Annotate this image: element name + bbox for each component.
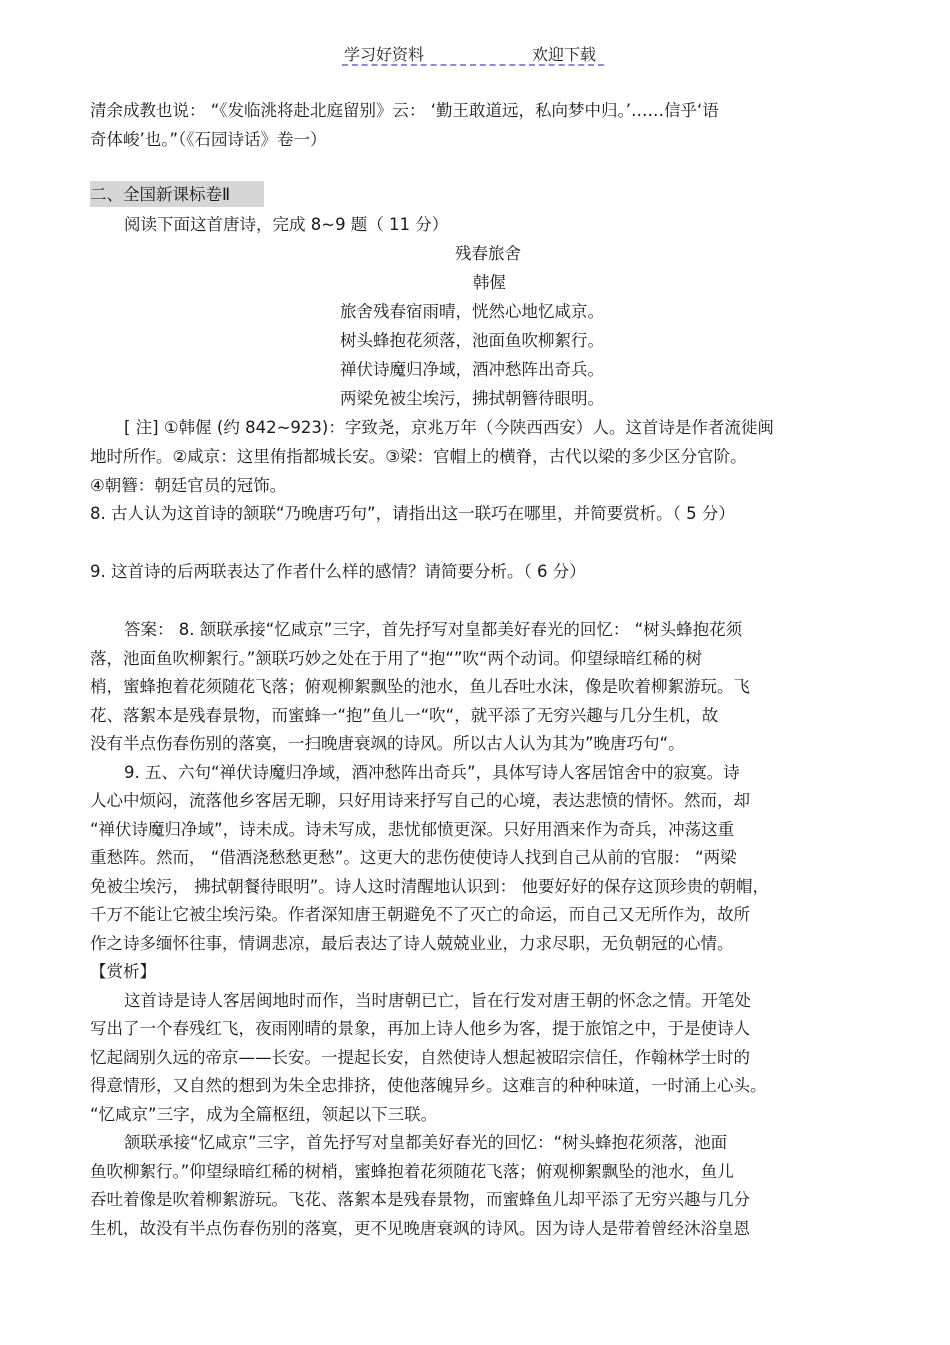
poem-line: 禅伏诗魔归净域，酒冲愁阵出奇兵。 — [340, 360, 604, 379]
text-line: 清余成教也说： “《发临洮将赴北庭留别》云： ‘勤王敢道远，私向梦中归。’……信乎‘语 — [90, 101, 719, 120]
answer-line: 答案： 8. 颔联承接“忆咸京”三字，首先抒写对皇都美好春光的回忆： “树头蜂抱花须 — [124, 620, 743, 639]
poem-author: 韩偓 — [473, 273, 506, 292]
note-line: 地时所作。②咸京：这里侑指都城长安。③梁：官帽上的横脊，古代以梁的多少区分官阶。 — [90, 447, 747, 466]
header-left-text: 学习好资料 — [344, 45, 425, 64]
appreciation-line: 写出了一个春残红飞，夜雨刚晴的景象，再加上诗人他乡为客，提于旅馆之中，于是使诗人 — [90, 1019, 750, 1038]
note-line: ④朝簪：朝廷官员的冠饰。 — [90, 476, 287, 495]
poem-line: 旅舍残春宿雨晴，恍然心地忆咸京。 — [340, 302, 604, 321]
text-line: 奇体峻’也。”（《石园诗话》卷一） — [90, 130, 327, 149]
answer-line: 千万不能让它被尘埃污染。作者深知唐王朝避免不了灭亡的命运，而自己又无所作为，故所 — [90, 905, 750, 924]
poem-title: 残春旅舍 — [455, 244, 521, 263]
answer-line: “禅伏诗魔归净域”，诗未成。诗未写成，悲忧郁愤更深。只好用酒来作为奇兵，冲荡这重 — [90, 820, 735, 839]
appreciation-line: 忆起阔别久远的帝京——长安。一提起长安，自然使诗人想起被昭宗信任，作翰林学士时的 — [90, 1048, 750, 1067]
note-line: [ 注] ①韩偓 (约 842~923)：字致尧，京兆万年（今陕西西安）人。这首诗是作者流徙闽 — [124, 418, 774, 437]
poem-line: 两梁免被尘埃污，拂拭朝簪待眼明。 — [340, 389, 604, 408]
poem-line: 树头蜂抱花须落，池面鱼吹柳絮行。 — [340, 331, 604, 350]
answer-line: 梢，蜜蜂抱着花须随花飞落；俯观柳絮飘坠的池水，鱼儿吞吐水沫，像是吹着柳絮游玩。飞 — [90, 677, 750, 696]
appreciation-line: “忆咸京”三字，成为全篇枢纽，领起以下三联。 — [90, 1105, 438, 1124]
question-8: 8. 古人认为这首诗的颔联“乃晚唐巧句”，请指出这一联巧在哪里，并简要赏析。（ 5 分） — [90, 504, 735, 523]
answer-line: 没有半点伤春伤别的落寞，一扫晚唐衰飒的诗风。所以古人认为其为”晚唐巧句“。 — [90, 734, 685, 753]
answer-line: 作之诗多缅怀往事，情调悲凉，最后表达了诗人兢兢业业，力求尽职，无负朝冠的心情。 — [90, 934, 734, 953]
appreciation-line: 鱼吹柳絮行。”仰望绿暗红稀的树梢，蜜蜂抱着花须随花飞落；俯观柳絮飘坠的池水，鱼儿 — [90, 1162, 734, 1181]
appreciation-line: 吞吐着像是吹着柳絮游玩。飞花、落絮本是残春景物，而蜜蜂鱼儿却平添了无穷兴趣与几分 — [90, 1190, 750, 1209]
answer-line: 落，池面鱼吹柳絮行。”颔联巧妙之处在于用了“抱“”吹“两个动词。仰望绿暗红稀的树 — [90, 649, 702, 668]
appreciation-heading: 【赏析】 — [90, 962, 156, 981]
section-heading: 二、全国新课标卷Ⅱ — [90, 185, 231, 204]
answer-line: 重愁阵。然而， “借酒浇愁愁更愁”。这更大的悲伤使使诗人找到自己从前的官服： “两梁 — [90, 848, 737, 867]
answer-line: 人心中烦闷，流落他乡客居无聊，只好用诗来抒写自己的心境，表达悲愤的情怀。然而，却 — [90, 791, 750, 810]
header-right-text: 欢迎下载 — [532, 45, 597, 64]
appreciation-line: 生机，故没有半点伤春伤别的落寞，更不见晚唐衰飒的诗风。因为诗人是带着曾经沐浴皇恩 — [90, 1219, 750, 1238]
appreciation-line: 颔联承接“忆咸京”三字，首先抒写对皇都美好春光的回忆：“树头蜂抱花须落，池面 — [124, 1133, 728, 1152]
appreciation-line: 这首诗是诗人客居闽地时而作，当时唐朝已亡，旨在行发对唐王朝的怀念之情。开笔处 — [124, 991, 751, 1010]
answer-line: 免被尘埃污， 拂拭朝餐待眼明”。诗人这时清醒地认识到： 他要好好的保存这顶珍贵的朝帽， — [90, 877, 770, 896]
answer-line: 花、落絮本是残春景物，而蜜蜂一“抱”鱼儿一“吹“，就平添了无穷兴趣与几分生机，故 — [90, 706, 719, 725]
question-9: 9. 这首诗的后两联表达了作者什么样的感情？请简要分析。（ 6 分） — [90, 562, 586, 581]
answer-line: 9. 五、六句“禅伏诗魔归净域，酒冲愁阵出奇兵”，具体写诗人客居馆舍中的寂寞。诗 — [124, 763, 740, 782]
appreciation-line: 得意情形，又自然的想到为朱全忠排挤，使他落魄异乡。这难言的种种味道，一时涌上心头。 — [90, 1076, 767, 1095]
header-dashed-rule — [342, 64, 604, 66]
question-intro: 阅读下面这首唐诗，完成 8~9 题（ 11 分） — [124, 215, 449, 234]
